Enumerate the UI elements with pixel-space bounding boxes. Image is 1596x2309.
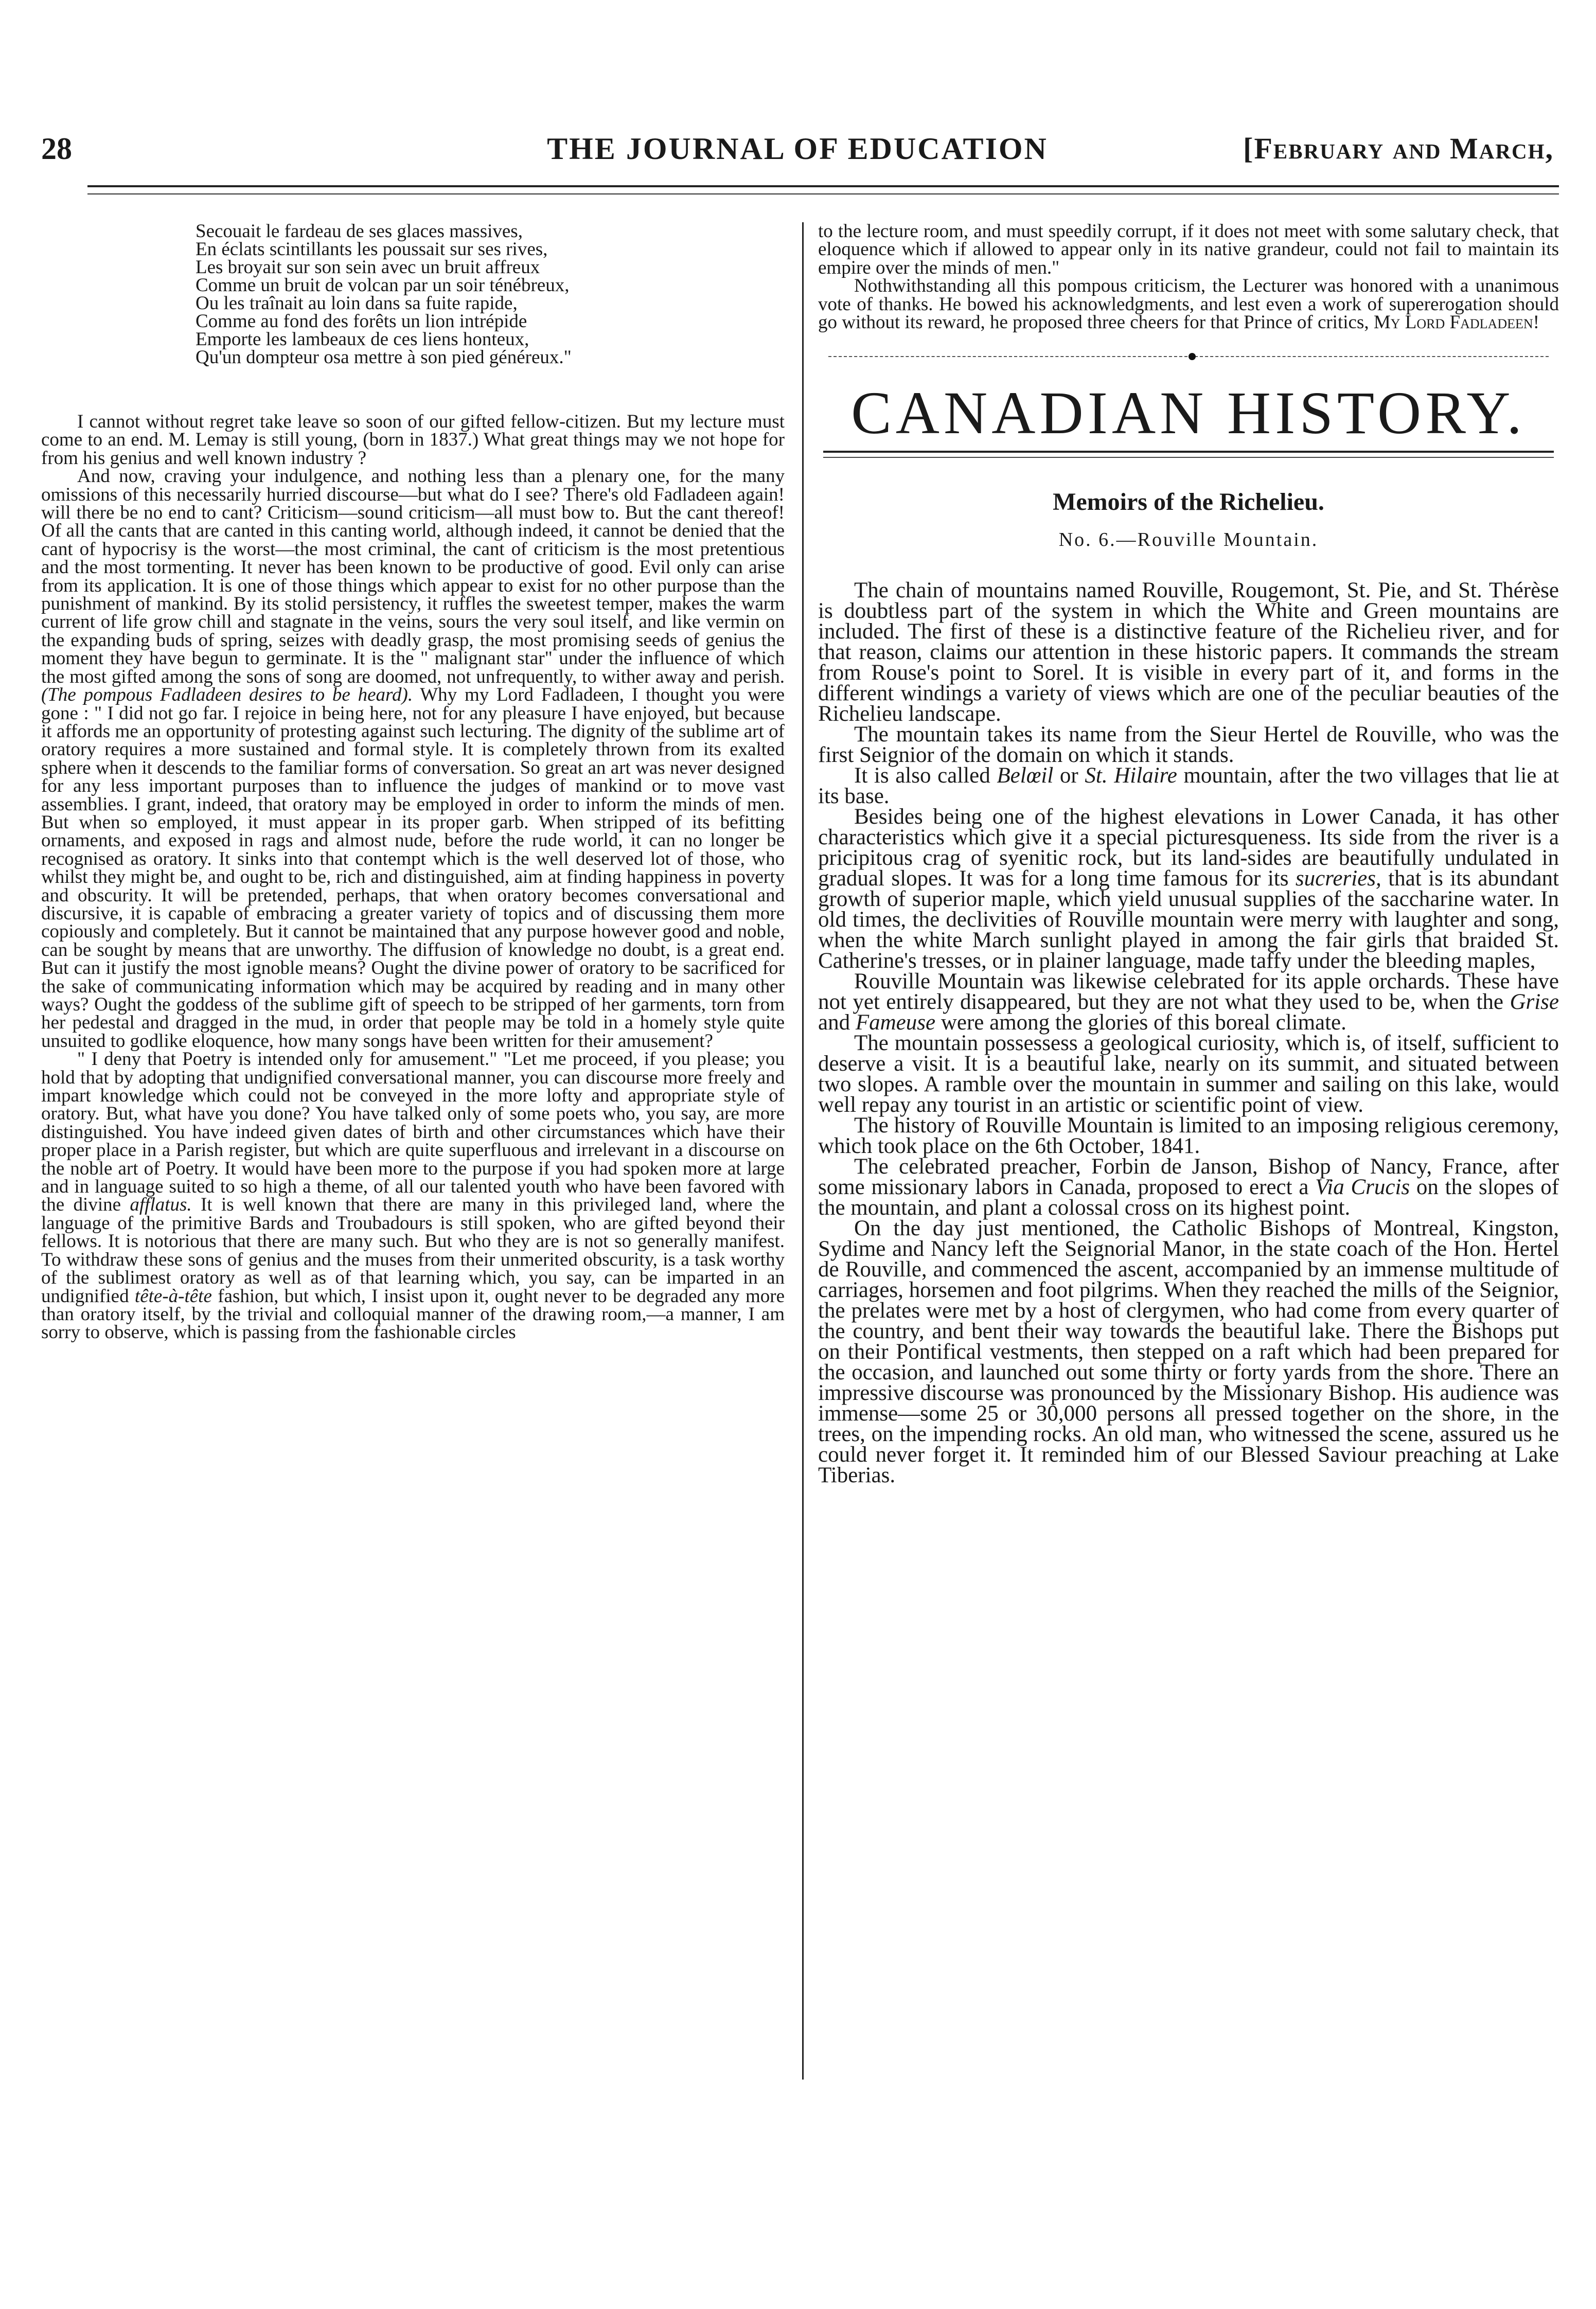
poem-line: Qu'un dompteur osa mettre à son pied généreux." <box>196 347 572 368</box>
header-rule-thin <box>87 193 1559 194</box>
italic-word: Grise <box>1510 990 1559 1015</box>
separator-dot <box>1189 353 1196 360</box>
italic-word: St. Hilaire <box>1085 763 1177 788</box>
paragraph-fadladeen <box>41 467 785 1050</box>
article-paragraph: The mountain possessess a geological curiosity, which is, of itself, sufficient to deserve a visit. It is a beautiful lake, nearly on its summit, and situated between two slopes. A ramble over the mountain in summer and sailing on this lake, would well repay any tourist in an artistic or scientific point of view. <box>818 1031 1559 1117</box>
paragraph-text: Besides being one of the highest elevations in Lower Canada, it has other characteristics which give it a special picturesqueness. Its side from the river is a pricipitous crag of syenitic rock, but its land-sides are beautifully undulated in gradual slopes. It was for a long time famous for its <box>818 805 1559 891</box>
poem-line: Comme un bruit de volcan par un soir ténébreux, <box>196 275 570 296</box>
paragraph-lecturer <box>818 277 1559 331</box>
paragraph-text: The celebrated preacher, Forbin de Janson, Bishop of Nancy, France, after some missionary labors in Canada, proposed to erect a <box>818 1154 1559 1200</box>
paragraph-text: It is well known that there are many in this privileged land, where the language of the primitive Bards and Troubadours is still spoken, who are gifted beyond their fellows. It is notorious that there are many such. But who they are is not so generally manifest. To withdraw these sons of genius and the muses from their unmerited obscurity, is a task worthy of the sublimest oratory as well as of that learning which, you say, can be imparted in an undignified <box>41 1194 785 1307</box>
section-double-rule <box>823 451 1554 458</box>
paragraph-text: " I deny that Poetry is intended only for amusement." "Let me proceed, if you please; you hold that by adopting that undignified conversational manner, you can discourse more freely and impart knowledge which could not be conveyed in the more lofty and appropriate style of oratory. But, what have you done? You have talked only of some poets who, you say, are more distinguished. You have indeed given dates of birth and other circumstances which have their proper place in a Parish register, but which are quite superfluous and irrelevant in a discourse on the noble art of Poetry. It would have been more to the purpose if you had spoken more at large and in language suited to so high a theme, of all our talented youth who have been favored with the divine <box>41 1049 785 1216</box>
right-column <box>818 222 1559 1486</box>
article-paragraph <box>818 807 1559 971</box>
paragraph-poetry <box>41 1050 785 1342</box>
journal-title: THE JOURNAL OF EDUCATION <box>547 132 1048 166</box>
italic-word: Fameuse <box>855 1010 936 1035</box>
paragraph-text: were among the glories of this boreal climate. <box>941 1010 1346 1035</box>
italic-aside: (The pompous Fadladeen desires to be heard). <box>41 684 413 706</box>
paragraph-text: Nothwithstanding all this pompous criticism, the Lecturer was honored with a unanimous vote of thanks. He bowed his acknowledgments, and lest even a work of supererogation should go without its reward, he proposed three cheers for that Prince of critics, <box>818 275 1559 333</box>
poem-line: En éclats scintillants les poussait sur ses rives, <box>196 239 548 260</box>
section-title: CANADIAN HISTORY. <box>851 379 1526 447</box>
italic-word: afflatus. <box>130 1194 192 1216</box>
article-paragraph: The mountain takes its name from the Sieur Hertel de Rouville, who was the first Seignior of the domain on which it stands. <box>818 722 1559 768</box>
poem-line: Ou les traînait au loin dans sa fuite rapide, <box>196 293 518 314</box>
poem-line: Emporte les lambeaux de ces liens honteux, <box>196 329 529 350</box>
paragraph-text: or <box>1059 763 1078 788</box>
article-paragraph: The history of Rouville Mountain is limited to an imposing religious ceremony, which took place on the 6th October, 1841. <box>818 1113 1559 1159</box>
column-divider <box>802 222 804 2080</box>
paragraph-text: Rouville Mountain was likewise celebrated for its apple orchards. These have not yet entirely disappeared, but they are not what they used to be, when the <box>818 969 1559 1015</box>
small-caps-name: My Lord Fadladeen! <box>1373 312 1539 333</box>
paragraph-text: that is its abundant growth of superior maple, which yield unusual supplies of the saccharine water. In old times, the declivities of Rouville mountain were merry with laughter and song, when the white March sunlight played in among the fair girls that braided St. Catherine's tresses, or in plainer language, made taffy under the bleeding maples, <box>818 866 1559 973</box>
article-title: Memoirs of the Richelieu. <box>1053 488 1324 516</box>
italic-word: sucreries, <box>1295 866 1381 891</box>
article-paragraph <box>818 971 1559 1033</box>
french-poem <box>196 222 785 366</box>
article-paragraph: On the day just mentioned, the Catholic Bishops of Montreal, Kingston, Sydime and Nancy left the Seignorial Manor, in the state coach of the Hon. Hertel de Rouville, and commenced the ascent, accompanied by an immense multitude of carriages, horsemen and foot pilgrims. When they reached the mills of the Seignior, the prelates were met by a host of clergymen, who had come from every quarter of the country, and bent their way towards the beautiful lake. There the Bishops put on their Pontifical vestments, then stepped on a raft which had been prepared for the occasion, and launched out some thirty or forty yards from the shore. There an impressive discourse was pronounced by the Missionary Bishop. His audience was immense—some 25 or 30,000 persons all pressed together on the shore, in the trees, on the impending rocks. An old man, who witnessed the scene, assured us he could never forget it. It reminded him of our Blessed Saviour preaching at Lake Tiberias. <box>818 1216 1559 1488</box>
left-column <box>41 222 785 1342</box>
paragraph-text: and <box>818 1010 850 1035</box>
poem-line: Secouait le fardeau de ses glaces massives, <box>196 221 523 242</box>
page-header <box>41 131 1554 177</box>
poem-line: Les broyait sur son sein avec un bruit affreux <box>196 257 540 278</box>
article-subtitle: No. 6.—Rouville Mountain. <box>1058 529 1319 551</box>
article-paragraph: The chain of mountains named Rouville, Rougemont, St. Pie, and St. Thérèse is doubtless part of the system in which the White and Green mountains are included. The first of these is a distinctive feature of the Richelieu river, and for that reason, claims our attention in these historic papers. It commands the stream from Rouse's point to Sorel. It is visible in every part of it, and forms in the different windings a variety of views which are one of the peculiar beauties of the Richelieu landscape. <box>818 578 1559 726</box>
issue-date: [February and March, <box>1243 132 1554 165</box>
paragraph-text: And now, craving your indulgence, and nothing less than a plenary one, for the many omissions of this necessarily hurried discourse—but what do I see? There's old Fadladeen again! will there be no end to cant? Criticism—sound criticism—all must bow to. But the cant thereof! Of all the cants that are canted in this canting world, although indeed, it cannot be denied that the cant of hypocrisy is the worst—the most criminal, the cant of criticism is the most pretentious and the most tormenting. It never has been known to be productive of good. Evil only can arise from its application. It is one of those things which appear to exist for no other purpose than the punishment of mankind. By its stolid persistency, it ruffles the sweetest temper, makes the warm current of life grow chill and stagnate in the veins, sours the very soul itself, and like vermin on the expanding buds of spring, seizes with deadly grasp, the most promising seeds of genius the moment they have begun to germinate. It is the " malignant star" under the influence of which the most gifted among the sons of song are doomed, not unfrequently, to wither away and perish. <box>41 466 785 687</box>
article-paragraph <box>818 1154 1559 1220</box>
italic-word: Belœil <box>997 763 1054 788</box>
page-number: 28 <box>41 132 72 166</box>
section-separator <box>818 354 1559 359</box>
article-paragraph <box>818 763 1559 809</box>
italic-word: tête-à-tête <box>134 1285 212 1307</box>
paragraph-text: It is also called <box>854 763 990 788</box>
paragraph-text: on the slopes of the mountain, and plant a colossal cross on its highest point. <box>818 1175 1559 1220</box>
paragraph-text: fashion, but which, I insist upon it, ought never to be degraded any more than oratory itself, by the trivial and colloquial manner of the drawing room,—a manner, I am sorry to observe, which is passing from the fashionable circles <box>41 1285 785 1343</box>
paragraph-text: mountain, after the two villages that lie at its base. <box>818 763 1559 809</box>
paragraph-text: Why my Lord Fadladeen, I thought you were gone : " I did not go far. I rejoice in being here, not for any pleasure I have enjoyed, but because it affords me an opportunity of protesting against such lecturing. The dignity of the sublime art of oratory requires a more sustained and formal style. It is completely thrown from its exalted sphere when it descends to the familiar forms of conversation. So great an art was never designed for any less important purposes than to influence the judges of mankind or to move vast assemblies. I grant, indeed, that oratory may be employed in order to inform the minds of men. But when so employed, it must appear in its proper garb. When stripped of its befitting ornaments, and exposed in rags and almost nude, before the rude world, it can no longer be recognised as oratory. It sinks into that contempt which is the well deserved lot of those, who whilst they might be, and ought to be, rich and distinguished, aim at finding happiness in poverty and obscurity. It will be pretended, perhaps, that when oratory becomes conversational and discursive, it is capable of embracing a greater variety of topics and of discussing them more copiously and completely. But it cannot be maintained that any purpose however good and noble, can be sought by means that are unworthy. The diffusion of knowledge no doubt, is a great end. But can it justify the most ignoble means? Ought the divine power of oratory to be sacrificed for the sake of communicating information which may be acquired by reading and in many other ways? Ought the goddess of the sublime gift of speech to be stripped of her garments, torn from her pedestal and dragged in the mud, in order that people may be told in a homely style quite unsuited to godlike eloquence, how many songs have been written for their amusement? <box>41 684 785 1052</box>
italic-word: Via Crucis <box>1315 1175 1410 1200</box>
poem-line: Comme au fond des forêts un lion intrépide <box>196 311 527 332</box>
paragraph-continued: to the lecture room, and must speedily corrupt, if it does not meet with some salutary check, that eloquence which if allowed to appear only in its native grandeur, could not fail to maintain its empire over the minds of men." <box>818 221 1559 278</box>
paragraph-lemay: I cannot without regret take leave so soon of our gifted fellow-citizen. But my lecture must come to an end. M. Lemay is still young, (born in 1837.) What great things may we not hope for from his genius and well known industry ? <box>41 411 785 469</box>
header-rule <box>87 185 1559 187</box>
